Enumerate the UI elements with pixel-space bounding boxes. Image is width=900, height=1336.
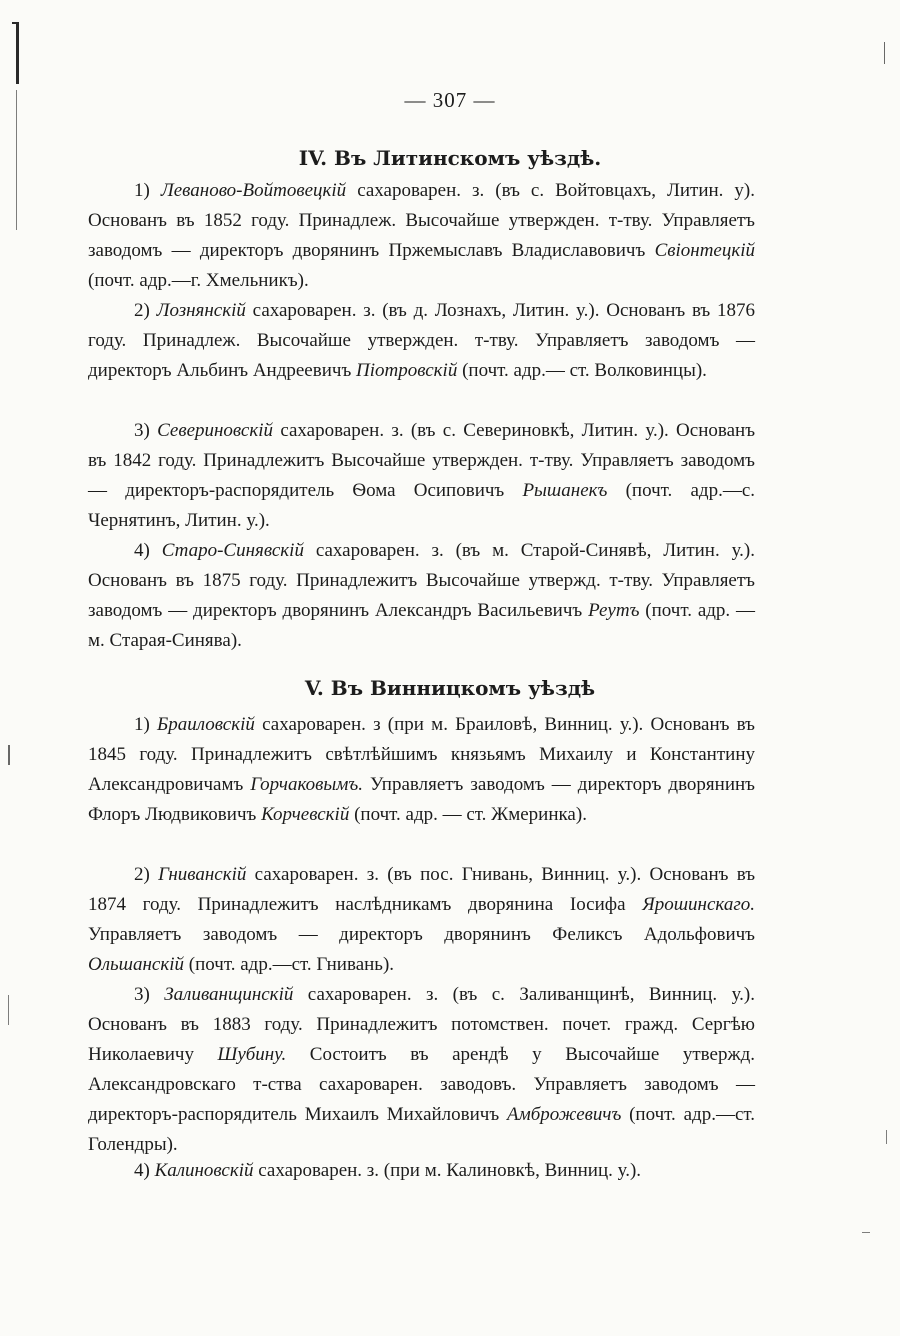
scan-margin-line	[12, 22, 19, 24]
section-heading-litin: IV. Въ Литинскомъ уѣздѣ.	[298, 146, 602, 170]
entry-gnivanskiy: 2) Гниванскій сахароварен. з. (въ пос. Гнивань, Винниц. у.). Основанъ въ 1874 году. Принадлежитъ наслѣдникамъ дворянина Іосифа Ярошинскаго. Управляетъ заводомъ — директоръ дворянинъ Феликсъ Адольфовичъ Ольшанскій (почт. адр.—ст. Гнивань).	[88, 864, 756, 975]
scan-margin-line	[8, 995, 9, 1025]
scan-margin-line	[8, 745, 10, 765]
entry-loznyanskiy: 2) Лознянскій сахароварен. з. (въ д. Лознахъ, Литин. у.). Основанъ въ 1876 году. Принадлеж. Высочайше утвержден. т-тву. Управляетъ заводомъ — директоръ Альбинъ Андреевичъ Піотровскій (почт. адр.— ст. Волковинцы).	[88, 300, 756, 381]
scan-margin-line	[16, 22, 19, 84]
scan-margin-line	[886, 1130, 887, 1144]
scan-margin-line	[884, 42, 885, 64]
entry-severinovskiy: 3) Севериновскій сахароварен. з. (въ с. Севериновкѣ, Литин. у.). Основанъ въ 1842 году. Принадлежитъ Высочайше утвержден. т-тву. Управляетъ заводомъ — директоръ-распорядитель Ѳома Осиповичъ Рышанекъ (почт. адр.—с. Чернятинъ, Литин. у.).	[88, 420, 756, 531]
entry-levanovo: 1) Леваново-Войтовецкій сахароварен. з. (въ с. Войтовцахъ, Литин. у). Основанъ въ 1852 году. Принадлеж. Высочайше утвержден. т-тву. Управляетъ заводомъ — директоръ дворянинъ Пржемыславъ Владиславовичъ Свіонтецкій (почт. адр.—г. Хмельникъ).	[88, 180, 756, 291]
scan-margin-line	[862, 1232, 870, 1233]
section-heading-vinnitsa: V. Въ Винницкомъ уѣздѣ	[304, 676, 596, 700]
entry-kalinovskiy: 4) Калиновскій сахароварен. з. (при м. Калиновкѣ, Винниц. у.).	[134, 1160, 642, 1181]
entry-zalivanshchinskiy: 3) Заливанщинскій сахароварен. з. (въ с. Заливанщинѣ, Винниц. у.). Основанъ въ 1883 году. Принадлежитъ потомствен. почет. гражд. Сергѣю Николаевичу Шубину. Состоитъ въ арендѣ у Высочайше утвержд. Александровскаго т-ства сахароварен. заводовъ. Управляетъ заводомъ — директоръ-распорядитель Михаилъ Михайловичъ Амброжевичъ (почт. адр.—ст. Голендры).	[88, 984, 755, 1155]
entry-staro-sinyavskiy: 4) Старо-Синявскій сахароварен. з. (въ м. Старой-Синявѣ, Литин. у.). Основанъ въ 1875 году. Принадлежитъ Высочайше утвержд. т-тву. Управляетъ заводомъ — директоръ дворянинъ Александръ Васильевичъ Реутъ (почт. адр. — м. Старая-Синява).	[88, 540, 756, 651]
entry-brailovskiy: 1) Браиловскій сахароварен. з (при м. Браиловѣ, Винниц. у.). Основанъ въ 1845 году. Принадлежитъ свѣтлѣйшимъ князьямъ Михаилу и Константину Александровичамъ Горчаковымъ. Управляетъ заводомъ — директоръ дворянинъ Флоръ Людвиковичъ Корчевскій (почт. адр. — ст. Жмеринка).	[88, 714, 756, 825]
page-number: — 307 —	[404, 88, 496, 112]
